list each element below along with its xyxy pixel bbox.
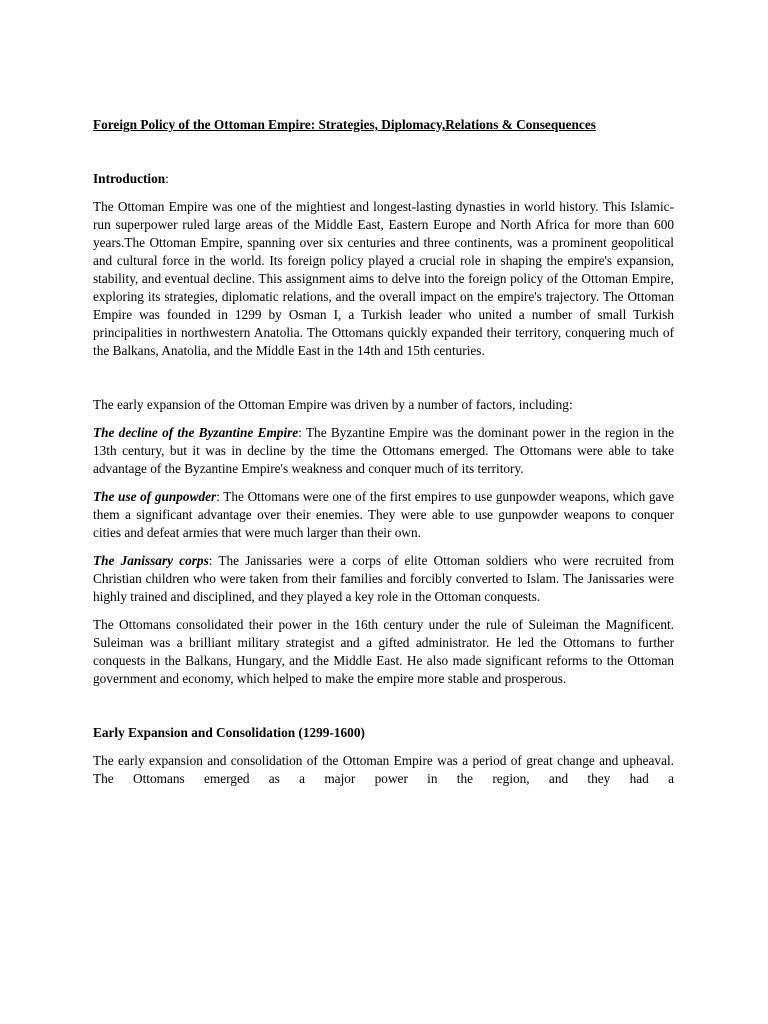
factor-term: The decline of the Byzantine Empire <box>93 425 299 440</box>
spacer <box>93 188 674 198</box>
factor-gunpowder <box>93 488 674 542</box>
spacer <box>93 360 674 396</box>
spacer <box>93 742 674 752</box>
introduction-heading-line <box>93 170 674 188</box>
spacer <box>93 542 674 552</box>
factor-byzantine <box>93 424 674 478</box>
section-heading: Early Expansion and Consolidation (1299-1600) <box>93 725 365 740</box>
spacer <box>93 688 674 724</box>
factor-term: The use of gunpowder <box>93 489 217 504</box>
factor-janissary <box>93 552 674 606</box>
introduction-colon: : <box>165 171 169 186</box>
spacer <box>93 478 674 488</box>
suleiman-paragraph: The Ottomans consolidated their power in the 16th century under the rule of Suleiman the Magnificent. Suleiman was a brilliant military strategist and a gifted administrator. He led the Ottomans to further conquests in the Balkans, Hungary, and the Middle East. He also made significant reforms to the Ottoman government and economy, which helped to make the empire more stable and prosperous. <box>93 617 674 686</box>
factor-text: : The Byzantine Empire was the dominant power in the region in the 13th century, but it was in decline by the time the Ottomans emerged. The Ottomans were able to take advantage of the Byzantine Empire's weakness and conquer much of its territory. <box>93 425 674 476</box>
factor-term: The Janissary corps <box>93 553 209 568</box>
spacer <box>93 414 674 424</box>
factor-text: : The Janissaries were a corps of elite Ottoman soldiers who were recruited from Christian children who were taken from their families and forcibly converted to Islam. The Janissaries were highly trained and disciplined, and they played a key role in the Ottoman conquests. <box>93 553 675 604</box>
spacer <box>93 606 674 616</box>
section-paragraph: The early expansion and consolidation of the Ottoman Empire was a period of great change and upheaval. The Ottomans emerged as a major power in the region, and they had a <box>93 753 674 786</box>
factors-intro: The early expansion of the Ottoman Empire was driven by a number of factors, including: <box>93 397 573 412</box>
factor-text: : The Ottomans were one of the first empires to use gunpowder weapons, which gave them a significant advantage over their enemies. They were able to use gunpowder weapons to conquer cities and defeat armies that were much larger than their own. <box>93 489 674 540</box>
introduction-heading: Introduction <box>93 171 166 186</box>
intro-paragraph: The Ottoman Empire was one of the mightiest and longest-lasting dynasties in world history. This Islamic-run superpower ruled large areas of the Middle East, Eastern Europe and North Africa for more than 600 years.The Ottoman Empire, spanning over six centuries and three continents, was a prominent geopolitical and cultural force in the world. Its foreign policy played a crucial role in shaping the empire's expansion, stability, and eventual decline. This assignment aims to delve into the foreign policy of the Ottoman Empire, exploring its strategies, diplomatic relations, and the overall impact on the empire's trajectory. The Ottoman Empire was founded in 1299 by Osman I, a Turkish leader who united a number of small Turkish principalities in northwestern Anatolia. The Ottomans quickly expanded their territory, conquering much of the Balkans, Anatolia, and the Middle East in the 14th and 15th centuries. <box>93 199 674 358</box>
spacer <box>93 134 674 170</box>
document-page <box>93 116 674 788</box>
document-title: Foreign Policy of the Ottoman Empire: Strategies, Diplomacy,Relations & Consequences <box>93 117 596 132</box>
